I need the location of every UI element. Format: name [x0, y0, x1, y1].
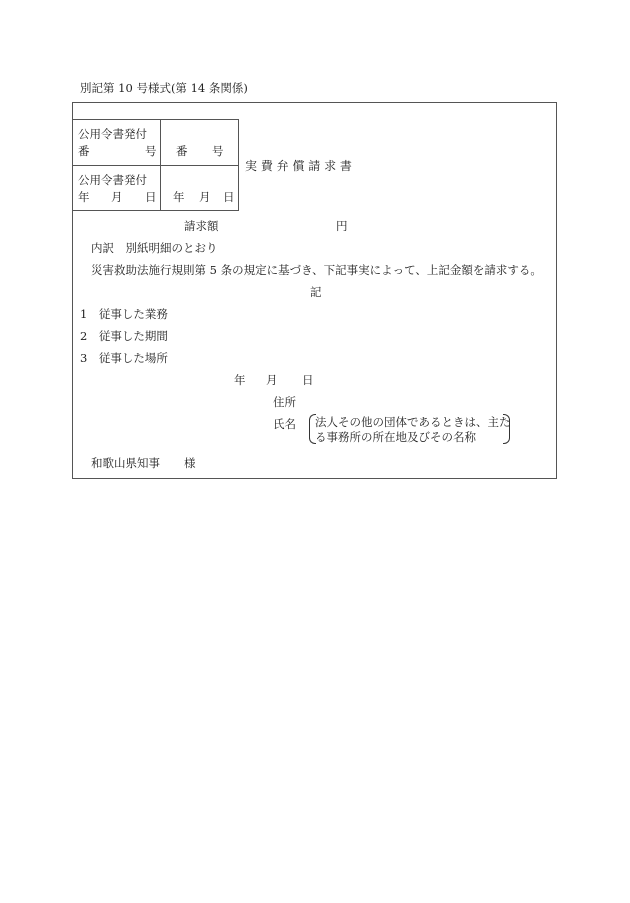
- address-label: 住所: [273, 395, 296, 409]
- cert-date-label-line2a: 年: [78, 190, 90, 204]
- cert-date-value-c: 日: [223, 190, 235, 204]
- ki-heading: 記: [310, 285, 322, 299]
- cert-number-label-line2b: 号: [145, 144, 157, 158]
- name-note-line1: 法人その他の団体であるときは、主た: [315, 415, 511, 429]
- date-month: 月: [266, 373, 278, 387]
- claim-amount-label: 請求額: [184, 219, 219, 233]
- form-caption: 別記第 10 号様式(第 14 条関係): [80, 81, 248, 95]
- cert-date-value-a: 年: [173, 190, 185, 204]
- document-title: 実 費 弁 償 請 求 書: [245, 159, 352, 173]
- cert-date-label-line2c: 日: [145, 190, 157, 204]
- date-year: 年: [234, 373, 246, 387]
- item-place: 3 従事した場所: [80, 351, 168, 365]
- item-duty: 1 従事した業務: [80, 307, 168, 321]
- item-period: 2 従事した期間: [80, 329, 168, 343]
- statement-text: 災害救助法施行規則第 5 条の規定に基づき、下記事実によって、上記金額を請求する。: [91, 263, 542, 277]
- cert-number-value-a: 番: [176, 144, 188, 158]
- cert-date-value-b: 月: [199, 190, 211, 204]
- name-note-line2: る事務所の所在地及びその名称: [315, 430, 476, 444]
- date-day: 日: [302, 373, 314, 387]
- cert-number-label-line1: 公用令書発付: [78, 127, 147, 141]
- cert-date-label-line1: 公用令書発付: [78, 173, 147, 187]
- claim-amount-unit: 円: [336, 219, 348, 233]
- addressee: 和歌山県知事: [91, 456, 160, 470]
- cert-number-value-b: 号: [212, 144, 224, 158]
- honorific: 様: [184, 456, 196, 470]
- certificate-table-row-separator: [73, 165, 239, 166]
- cert-date-label-line2b: 月: [111, 190, 123, 204]
- breakdown-text: 内訳 別紙明細のとおり: [91, 241, 218, 255]
- name-label: 氏名: [273, 417, 296, 431]
- cert-number-label-line2a: 番: [78, 144, 90, 158]
